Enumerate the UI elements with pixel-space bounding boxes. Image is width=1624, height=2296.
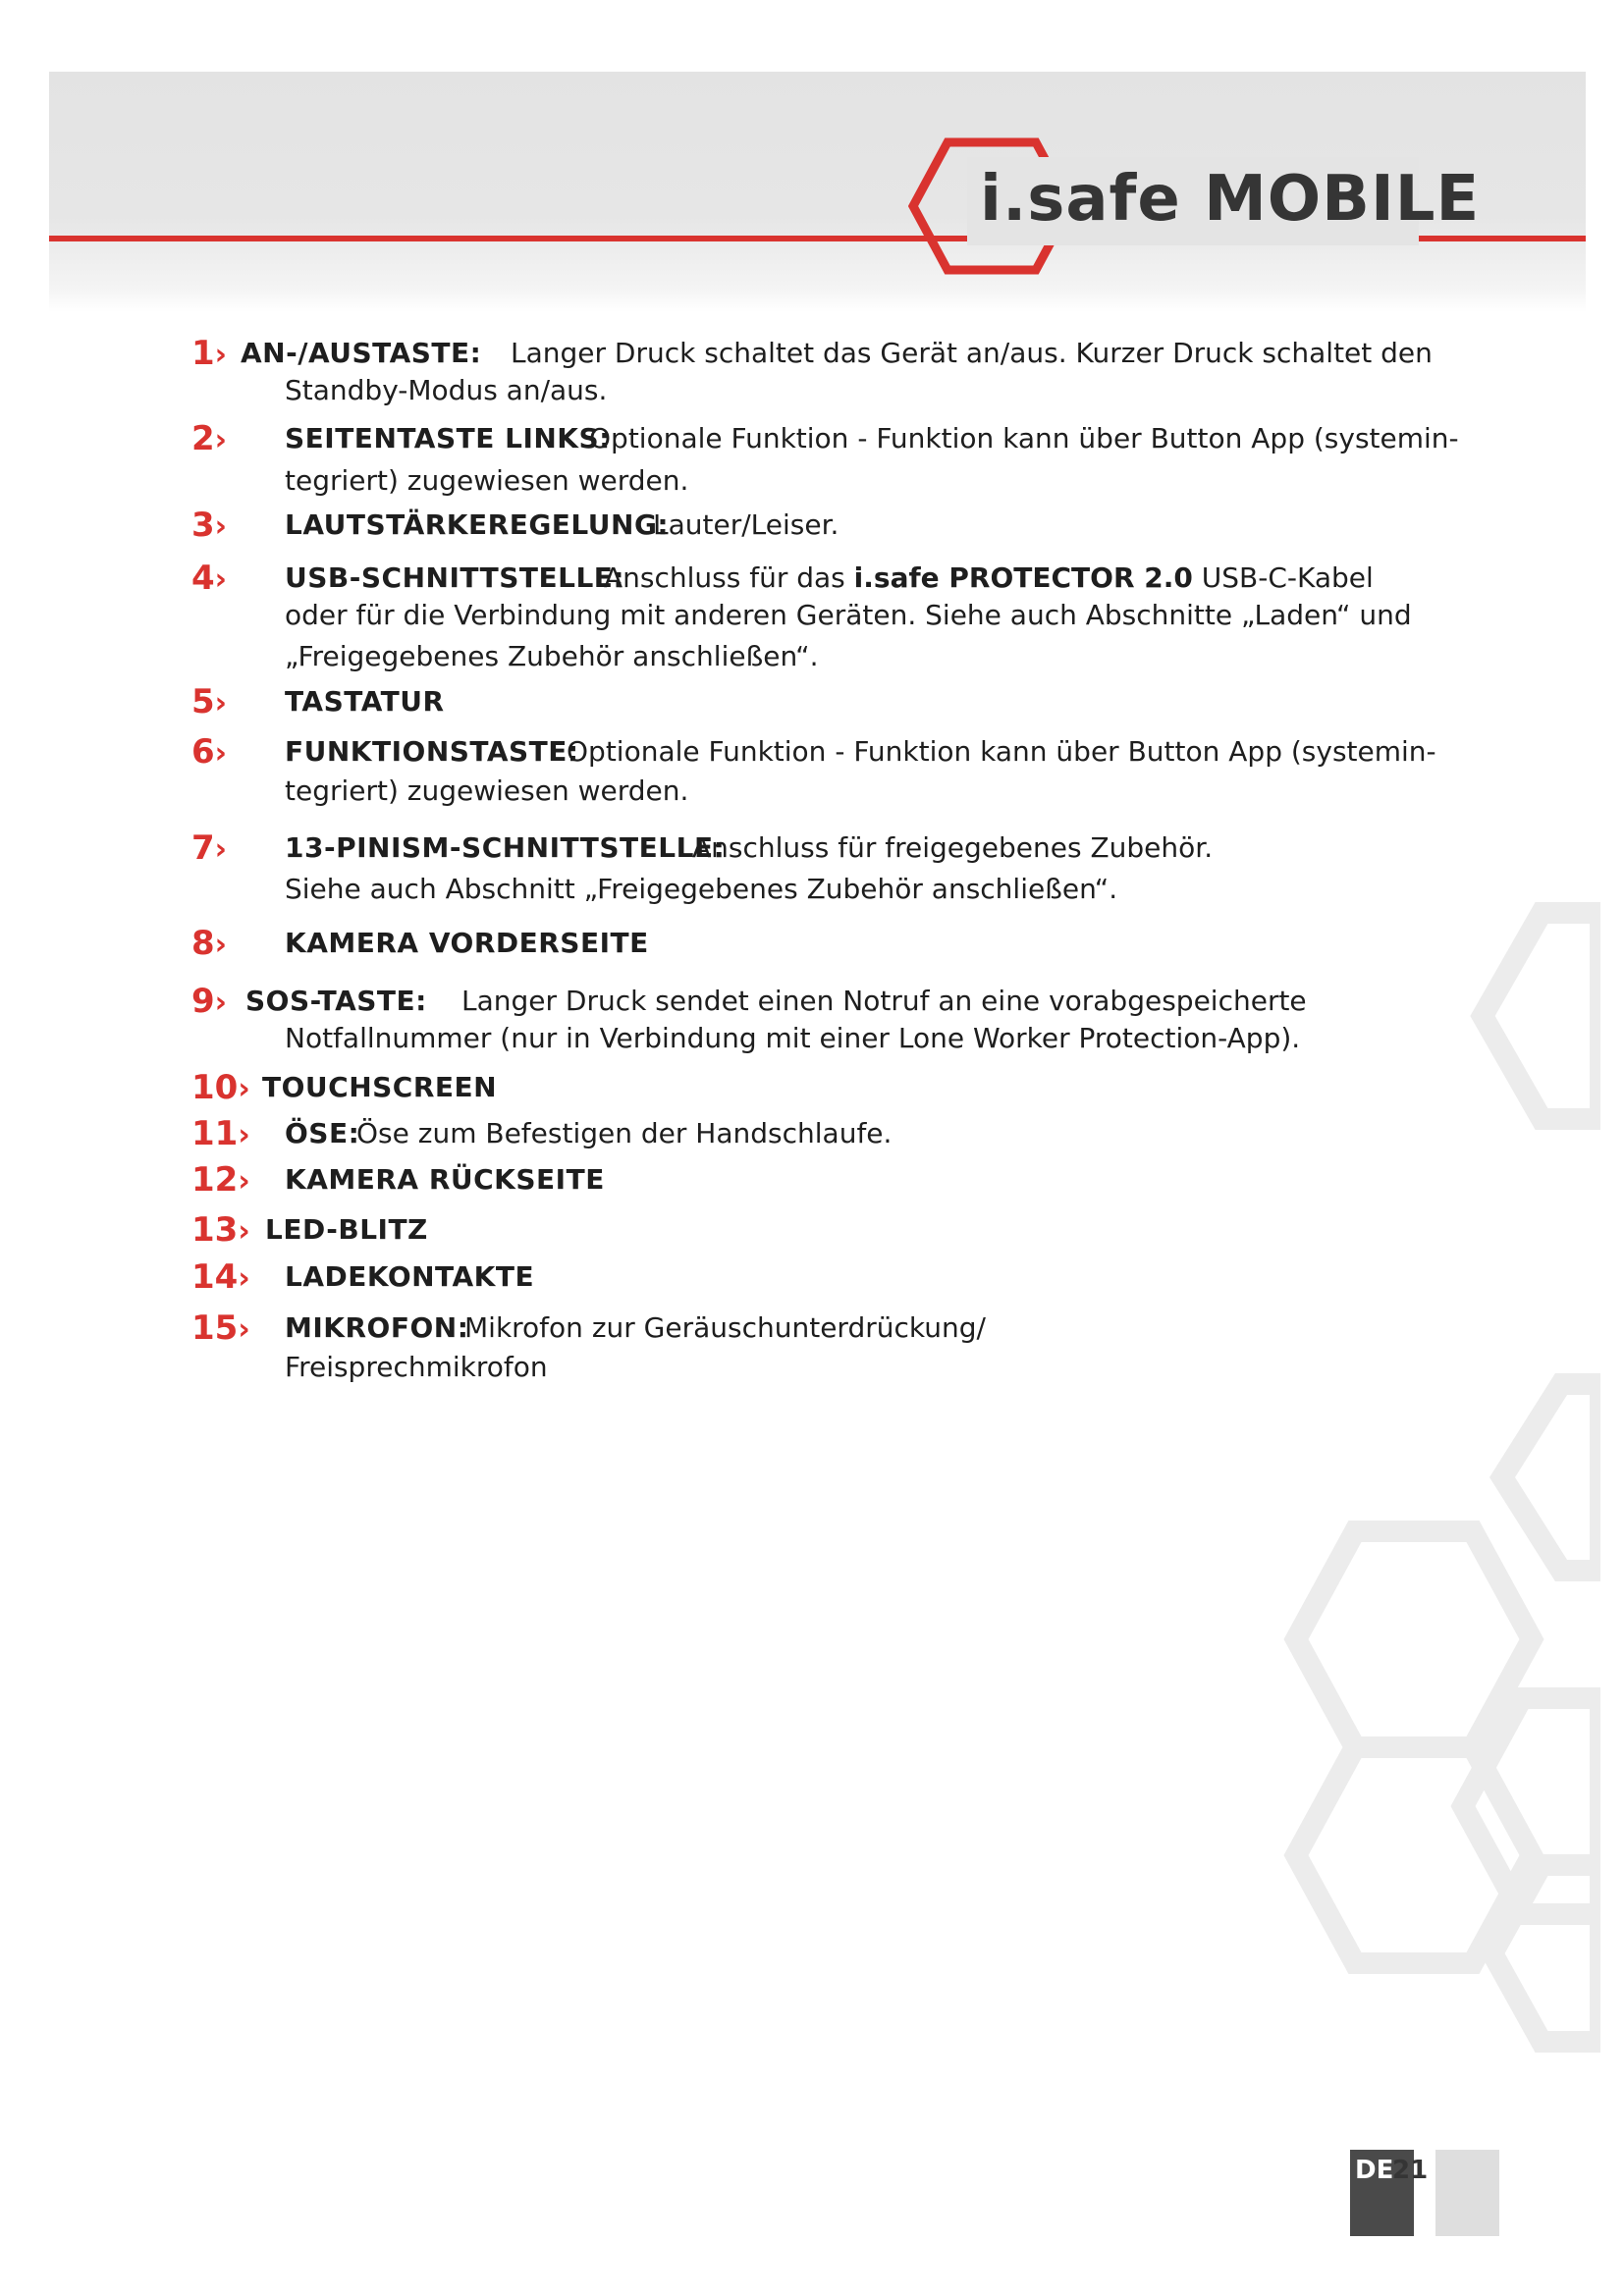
- item-text: oder für die Verbindung mit anderen Geräten. Siehe auch Abschnitte „Laden“ und: [285, 599, 1412, 631]
- item-number: 13›: [191, 1210, 250, 1250]
- item-number: 1›: [191, 334, 228, 373]
- item-number: 6›: [191, 732, 228, 772]
- item-label: TOUCHSCREEN: [262, 1071, 498, 1103]
- brand-logo: i.safe MOBILE: [980, 163, 1481, 236]
- item-number: 2›: [191, 419, 228, 458]
- item-text: tegriert) zugewiesen werden.: [285, 774, 689, 807]
- item-number: 5›: [191, 682, 228, 721]
- item-label: LAUTSTÄRKEREGELUNG:: [285, 508, 670, 541]
- page-number: 21: [1392, 2156, 1429, 2185]
- item-number: 7›: [191, 828, 228, 868]
- item-number: 11›: [191, 1114, 250, 1153]
- item-text: tegriert) zugewiesen werden.: [285, 464, 689, 497]
- item-number: 15›: [191, 1308, 250, 1348]
- item-number: 4›: [191, 559, 228, 598]
- item-label: KAMERA VORDERSEITE: [285, 927, 649, 959]
- item-text: Standby-Modus an/aus.: [285, 374, 608, 406]
- item-label: KAMERA RÜCKSEITE: [285, 1163, 605, 1196]
- hexagon-pattern-icon: [1257, 883, 1600, 2061]
- item-text: Lauter/Leiser.: [653, 508, 839, 541]
- item-text: Langer Druck sendet einen Notruf an eine vorabgespeicherte: [461, 985, 1307, 1017]
- item-text: Optionale Funktion - Funktion kann über Button App (systemin-: [589, 422, 1459, 454]
- item-text: „Freigegebenes Zubehör anschließen“.: [285, 640, 819, 672]
- item-label: ÖSE:: [285, 1117, 360, 1149]
- item-label: FUNKTIONSTASTE:: [285, 735, 579, 768]
- item-text: Mikrofon zur Geräuschunterdrückung/: [464, 1311, 986, 1344]
- item-number: 8›: [191, 924, 228, 963]
- item-text: Optionale Funktion - Funktion kann über Button App (systemin-: [567, 735, 1436, 768]
- item-number: 14›: [191, 1257, 250, 1297]
- item-label: TASTATUR: [285, 685, 445, 718]
- item-text: Anschluss für freigegebenes Zubehör.: [692, 831, 1214, 864]
- item-label: 13-PINISM-SCHNITTSTELLE:: [285, 831, 726, 864]
- item-text: Anschluss für das i.safe PROTECTOR 2.0 USB-C-Kabel: [604, 561, 1374, 594]
- language-code: DE: [1355, 2156, 1394, 2185]
- item-label: LED-BLITZ: [265, 1213, 428, 1246]
- item-label: LADEKONTAKTE: [285, 1260, 535, 1293]
- item-text: Freisprechmikrofon: [285, 1351, 548, 1383]
- item-text: Öse zum Befestigen der Handschlaufe.: [356, 1117, 893, 1149]
- item-text: Siehe auch Abschnitt „Freigegebenes Zubehör anschließen“.: [285, 873, 1118, 905]
- item-text: Langer Druck schaltet das Gerät an/aus. Kurzer Druck schaltet den: [511, 337, 1433, 369]
- item-number: 10›: [191, 1068, 250, 1107]
- item-number: 9›: [191, 982, 228, 1021]
- item-label: SEITENTASTE LINKS:: [285, 422, 611, 454]
- item-number: 12›: [191, 1160, 250, 1200]
- item-number: 3›: [191, 506, 228, 545]
- page-tab-light: [1435, 2150, 1499, 2236]
- item-label: USB-SCHNITTSTELLE:: [285, 561, 625, 594]
- item-label: MIKROFON:: [285, 1311, 469, 1344]
- item-label: AN-/AUSTASTE:: [241, 337, 482, 369]
- item-text: Notfallnummer (nur in Verbindung mit einer Lone Worker Protection-App).: [285, 1022, 1301, 1054]
- item-label: SOS-TASTE:: [245, 985, 427, 1017]
